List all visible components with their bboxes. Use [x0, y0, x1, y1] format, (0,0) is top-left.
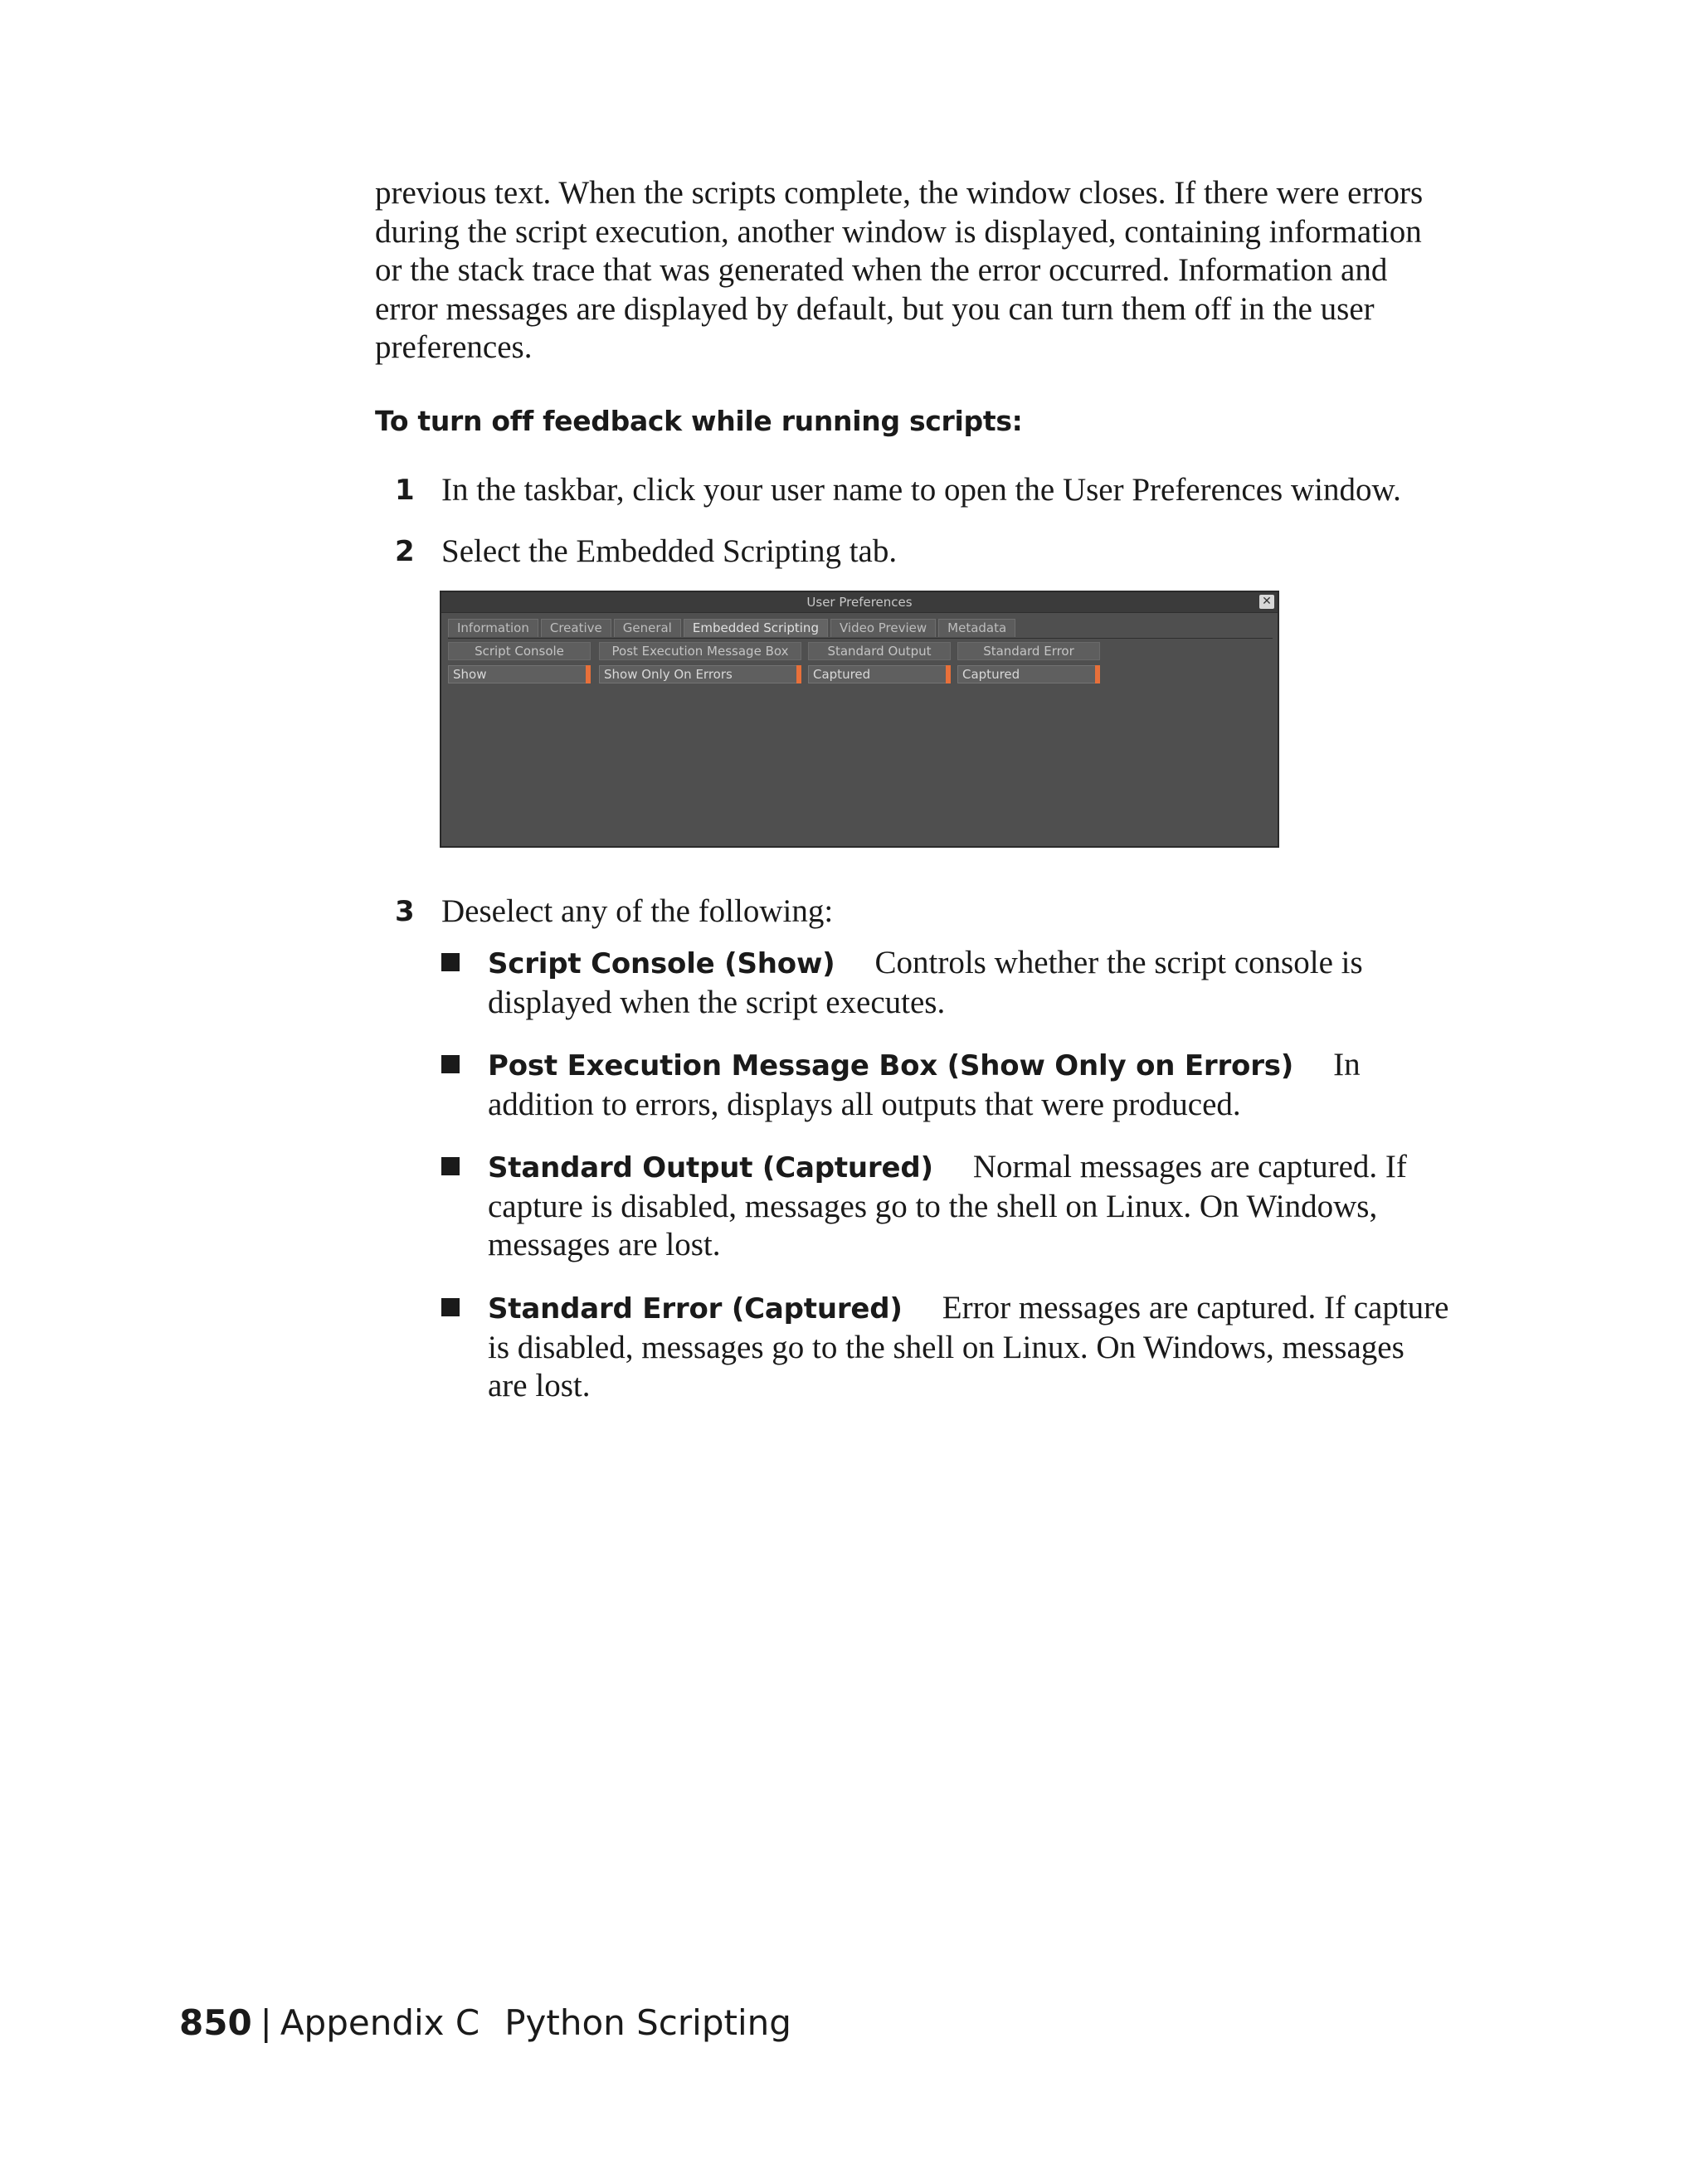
square-bullet-icon: [441, 1055, 460, 1073]
field-value: Captured: [813, 667, 871, 682]
dropdown-marker-icon: [1095, 665, 1100, 683]
step-number: 3: [395, 895, 415, 928]
bullet-description: Normal messages are captured. If capture is disabled, messages go to the shell on Linux. On Windows, messages are lost.: [488, 1149, 1407, 1262]
close-icon[interactable]: ✕: [1259, 595, 1274, 609]
field-value: Show: [453, 667, 487, 682]
post-execution-select[interactable]: [599, 665, 801, 683]
intro-paragraph: previous text. When the scripts complete, the window closes. If there were errors during the script execution, another window is displayed, containing information or the stack trace that was generated when the error occurred. Information and error messages are displayed by default, but you can turn them off in the user preferences.: [375, 175, 1424, 365]
tab-embedded-scripting[interactable]: Embedded Scripting: [684, 619, 828, 637]
page-footer: [179, 2002, 791, 2043]
preferences-tabs: [448, 619, 1018, 637]
step-text: In the taskbar, click your user name to open the User Preferences window.: [441, 472, 1401, 508]
bullet-description: Controls whether the script console is displayed when the script executes.: [488, 945, 1363, 1020]
standard-output-select[interactable]: [808, 665, 951, 683]
tab-video-preview[interactable]: Video Preview: [830, 619, 936, 637]
bullet-post-execution: [488, 1046, 1450, 1124]
bullet-standard-error: [488, 1289, 1450, 1406]
header-standard-output: Standard Output: [808, 642, 951, 660]
header-post-execution: Post Execution Message Box: [599, 642, 801, 660]
dropdown-marker-icon: [586, 665, 591, 683]
tab-metadata[interactable]: Metadata: [938, 619, 1015, 637]
bullet-term: Script Console (Show): [488, 947, 835, 980]
header-standard-error: Standard Error: [957, 642, 1100, 660]
tab-general[interactable]: General: [614, 619, 681, 637]
user-preferences-screenshot: [440, 591, 1279, 848]
step-number: 1: [395, 474, 415, 507]
footer-appendix: Appendix C: [280, 2002, 480, 2043]
bullet-term: Standard Output (Captured): [488, 1151, 933, 1184]
tab-creative[interactable]: Creative: [541, 619, 611, 637]
standard-error-select[interactable]: [957, 665, 1100, 683]
bullet-script-console: [488, 944, 1450, 1022]
square-bullet-icon: [441, 953, 460, 971]
square-bullet-icon: [441, 1298, 460, 1316]
procedure-heading: To turn off feedback while running scripts:: [375, 405, 1023, 437]
dropdown-marker-icon: [796, 665, 801, 683]
script-console-select[interactable]: [448, 665, 591, 683]
field-value: Show Only On Errors: [604, 667, 733, 682]
page-number: 850: [179, 2002, 252, 2043]
bullet-standard-output: [488, 1148, 1450, 1265]
bullet-description: In addition to errors, displays all outputs that were produced.: [488, 1047, 1361, 1122]
square-bullet-icon: [441, 1157, 460, 1175]
bullet-description: Error messages are captured. If capture is disabled, messages go to the shell on Linux. On Windows, messages are lost.: [488, 1290, 1449, 1403]
step-text: Deselect any of the following:: [441, 893, 834, 929]
footer-title: Python Scripting: [504, 2002, 791, 2043]
step-text: Select the Embedded Scripting tab.: [441, 533, 898, 569]
field-value: Captured: [962, 667, 1020, 682]
bullet-term: Standard Error (Captured): [488, 1292, 903, 1325]
tab-divider: [448, 638, 1273, 639]
header-script-console: Script Console: [448, 642, 591, 660]
footer-separator: |: [260, 2002, 272, 2043]
bullet-term: Post Execution Message Box (Show Only on Errors): [488, 1049, 1294, 1082]
step-number: 2: [395, 535, 415, 568]
tab-information[interactable]: Information: [448, 619, 538, 637]
window-title: User Preferences: [806, 595, 913, 610]
dropdown-marker-icon: [946, 665, 951, 683]
window-titlebar: [441, 592, 1278, 613]
